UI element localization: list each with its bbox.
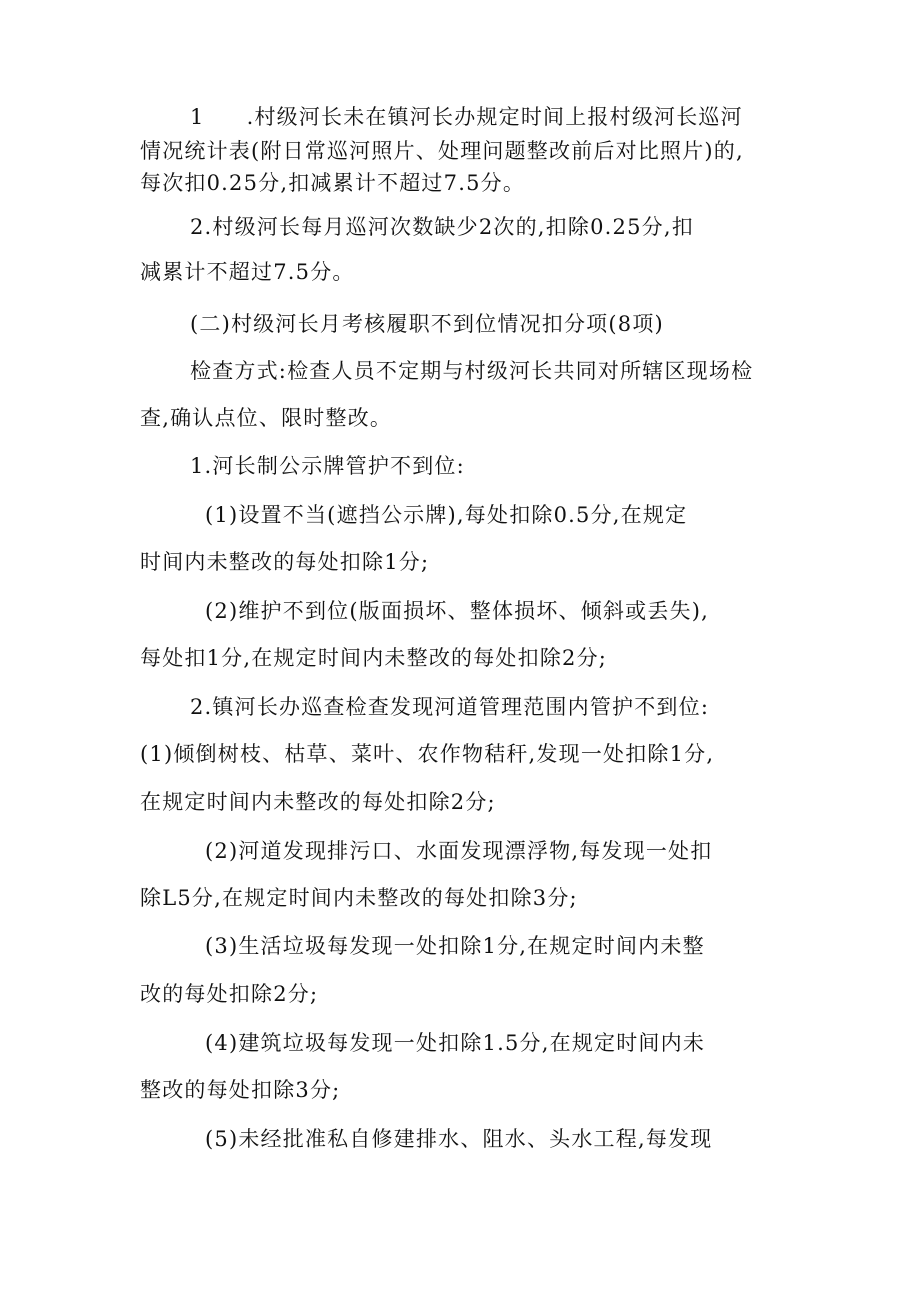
point-2-sub-3-line-2: 改的每处扣除2分; bbox=[140, 982, 319, 1006]
inspection-method-line-2: 查,确认点位、限时整改。 bbox=[140, 406, 393, 430]
item-2-line-1: 2.村级河长每月巡河次数缺少2次的,扣除0.25分,扣 bbox=[190, 215, 694, 239]
point-2-sub-3-line-1: (3)生活垃圾每发现一处扣除1分,在规定时间内未整 bbox=[205, 934, 705, 958]
point-2-sub-5-line-1: (5)未经批准私自修建排水、阻水、头水工程,每发现 bbox=[205, 1127, 713, 1151]
item-1-line-3: 每次扣0.25分,扣减累计不超过7.5分。 bbox=[140, 171, 526, 195]
point-2-sub-2-line-1: (2)河道发现排污口、水面发现漂浮物,每发现一处扣 bbox=[205, 839, 713, 863]
point-1-sub-1-line-2: 时间内未整改的每处扣除1分; bbox=[140, 550, 430, 574]
point-1-sub-1-line-1: (1)设置不当(遮挡公示牌),每处扣除0.5分,在规定 bbox=[205, 503, 688, 527]
inspection-method-line-1: 检查方式:检查人员不定期与村级河长共同对所辖区现场检 bbox=[190, 359, 754, 383]
point-2-sub-1-line-2: 在规定时间内未整改的每处扣除2分; bbox=[140, 790, 496, 814]
point-2-sub-4-line-1: (4)建筑垃圾每发现一处扣除1.5分,在规定时间内未 bbox=[205, 1031, 706, 1055]
section-2-heading: (二)村级河长月考核履职不到位情况扣分项(8项) bbox=[190, 312, 664, 336]
point-1-heading: 1.河长制公示牌管护不到位: bbox=[190, 454, 465, 478]
item-2-line-2: 减累计不超过7.5分。 bbox=[140, 260, 355, 284]
item-1-number: 1 bbox=[190, 105, 205, 129]
point-2-heading: 2.镇河长办巡查检查发现河道管理范围内管护不到位: bbox=[190, 695, 710, 719]
point-1-sub-2-line-2: 每处扣1分,在规定时间内未整改的每处扣除2分; bbox=[140, 646, 608, 670]
point-2-sub-1-line-1: (1)倾倒树枝、枯草、菜叶、农作物秸秆,发现一处扣除1分, bbox=[140, 742, 715, 766]
point-1-sub-2-line-1: (2)维护不到位(版面损坏、整体损坏、倾斜或丢失), bbox=[205, 599, 710, 623]
point-2-sub-4-line-2: 整改的每处扣除3分; bbox=[140, 1078, 341, 1102]
item-1-line-1 bbox=[190, 103, 743, 131]
point-2-sub-2-line-2: 除L5分,在规定时间内未整改的每处扣除3分; bbox=[140, 886, 578, 910]
item-1-text: .村级河长未在镇河长办规定时间上报村级河长巡河 bbox=[246, 105, 743, 129]
item-1-line-2: 情况统计表(附日常巡河照片、处理问题整改前后对比照片)的, bbox=[140, 139, 744, 163]
